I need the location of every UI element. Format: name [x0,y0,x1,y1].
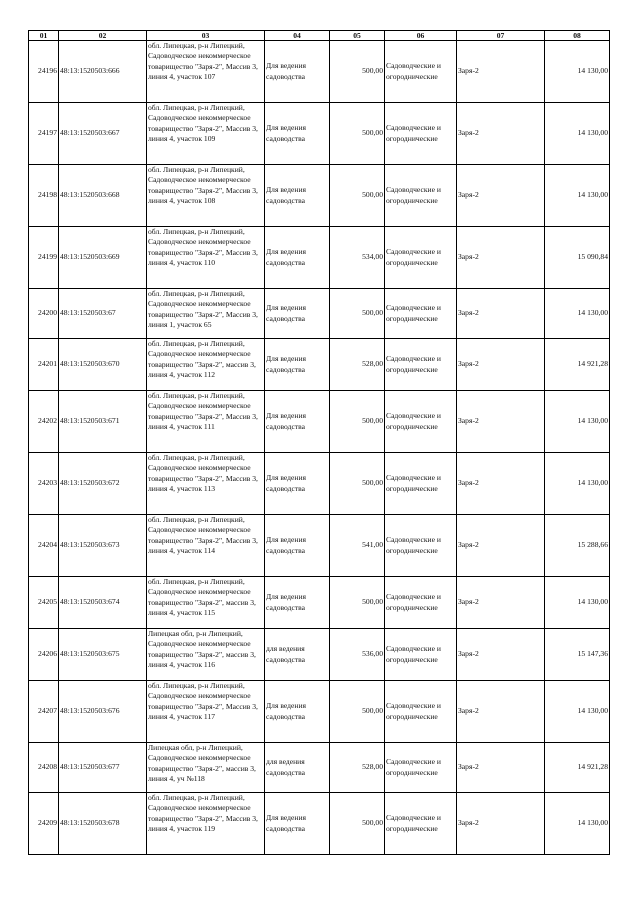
permitted-use-cell [265,577,330,629]
table-row [29,289,610,339]
location: Заря-2 [458,818,479,828]
address-cell [147,227,265,289]
cadastral-value: 14 130,00 [577,478,608,488]
row-number-cell [29,103,59,165]
land-category: Садоводческие и огороднические [386,61,441,81]
cadastral-value-cell [545,453,610,515]
location: Заря-2 [458,540,479,550]
cadastral-number-cell [59,793,147,855]
land-category-cell [385,629,457,681]
area-cell [330,165,385,227]
land-category: Садоводческие и огороднические [386,185,441,205]
cadastral-value: 14 130,00 [577,597,608,607]
row-number: 24205 [38,597,57,607]
address-cell [147,41,265,103]
cadastral-value: 15 288,66 [577,540,608,550]
land-category-cell [385,391,457,453]
cadastral-number: 48:13:1520503:67 [60,308,116,318]
area: 500,00 [362,128,383,138]
row-number-cell [29,41,59,103]
cadastral-number: 48:13:1520503:677 [60,762,120,772]
land-category: Садоводческие и огороднические [386,303,441,323]
land-category-cell [385,743,457,793]
address-cell [147,629,265,681]
address: обл. Липецкая, р-н Липецкий, Садоводческое некоммерческое товарищество "Заря-2", Массив 3, линия 4, участок 114 [148,515,258,556]
land-category-cell [385,577,457,629]
address: обл. Липецкая, р-н Липецкий, Садоводческое некоммерческое товарищество "Заря-2", Массив 3, линия 1, участок 65 [148,289,258,330]
cadastral-value: 14 130,00 [577,818,608,828]
address-cell [147,103,265,165]
row-number: 24198 [38,190,57,200]
row-number: 24201 [38,359,57,369]
permitted-use: Для ведения садоводства [266,592,307,612]
table-row [29,227,610,289]
location-cell [457,165,545,227]
address-cell [147,165,265,227]
land-category: Садоводческие и огороднические [386,473,441,493]
area: 500,00 [362,478,383,488]
permitted-use-cell [265,339,330,391]
cadastral-number-cell [59,391,147,453]
address: обл. Липецкая, р-н Липецкий, Садоводческое некоммерческое товарищество "Заря-2", Массив 3, линия 4, участок 111 [148,391,258,432]
address: обл. Липецкая, р-н Липецкий, Садоводческое некоммерческое товарищество "Заря-2", Массив 3, линия 4, участок 109 [148,103,258,144]
column-header: 02 [59,31,147,41]
cadastral-number: 48:13:1520503:678 [60,818,120,828]
area: 500,00 [362,597,383,607]
permitted-use: Для ведения садоводства [266,123,307,143]
land-category-cell [385,681,457,743]
cadastral-value: 14 130,00 [577,416,608,426]
land-category: Садоводческие и огороднические [386,757,441,777]
location: Заря-2 [458,706,479,716]
address: обл. Липецкая, р-н Липецкий, Садоводческое некоммерческое товарищество "Заря-2", массив 3, линия 4, участок 115 [148,577,256,618]
cadastral-number: 48:13:1520503:676 [60,706,120,716]
area-cell [330,41,385,103]
land-category-cell [385,453,457,515]
address-cell [147,515,265,577]
cadastral-number: 48:13:1520503:668 [60,190,120,200]
column-header: 07 [457,31,545,41]
area-cell [330,227,385,289]
table-row [29,629,610,681]
address-cell [147,577,265,629]
column-header: 08 [545,31,610,41]
table-row [29,339,610,391]
address-cell [147,681,265,743]
location-cell [457,103,545,165]
cadastral-value-cell [545,289,610,339]
location-cell [457,793,545,855]
permitted-use-cell [265,103,330,165]
row-number-cell [29,577,59,629]
address-cell [147,743,265,793]
row-number-cell [29,165,59,227]
cadastral-number-cell [59,41,147,103]
address-cell [147,289,265,339]
area: 500,00 [362,308,383,318]
address: Липецкая обл, р-н Липецкий, Садоводческое некоммерческое товарищество "Заря-2", массив 3, линия 4, уч №118 [148,743,256,784]
land-registry-table [28,30,610,855]
area: 534,00 [362,252,383,262]
address: обл. Липецкая, р-н Липецкий, Садоводческое некоммерческое товарищество "Заря-2", Массив 3, линия 4, участок 117 [148,681,258,722]
location-cell [457,453,545,515]
cadastral-number-cell [59,453,147,515]
area-cell [330,289,385,339]
location: Заря-2 [458,597,479,607]
cadastral-value-cell [545,515,610,577]
permitted-use: Для ведения садоводства [266,535,307,555]
row-number: 24209 [38,818,57,828]
location-cell [457,339,545,391]
area-cell [330,681,385,743]
permitted-use: Для ведения садоводства [266,247,307,267]
land-category-cell [385,289,457,339]
row-number: 24199 [38,252,57,262]
cadastral-value: 14 130,00 [577,706,608,716]
cadastral-value: 14 130,00 [577,190,608,200]
permitted-use-cell [265,391,330,453]
row-number-cell [29,453,59,515]
land-category-cell [385,103,457,165]
cadastral-number: 48:13:1520503:669 [60,252,120,262]
location: Заря-2 [458,308,479,318]
column-header: 01 [29,31,59,41]
permitted-use-cell [265,793,330,855]
land-category-cell [385,227,457,289]
area-cell [330,391,385,453]
table-row [29,391,610,453]
area: 541,00 [362,540,383,550]
row-number: 24206 [38,649,57,659]
land-category: Садоводческие и огороднические [386,354,441,374]
cadastral-number-cell [59,339,147,391]
cadastral-number: 48:13:1520503:670 [60,359,120,369]
cadastral-number-cell [59,577,147,629]
area: 528,00 [362,359,383,369]
permitted-use-cell [265,453,330,515]
land-category-cell [385,41,457,103]
cadastral-number: 48:13:1520503:667 [60,128,120,138]
table-row [29,165,610,227]
row-number-cell [29,793,59,855]
location: Заря-2 [458,359,479,369]
row-number: 24197 [38,128,57,138]
land-category-cell [385,339,457,391]
area: 500,00 [362,416,383,426]
permitted-use: Для ведения садоводства [266,411,307,431]
cadastral-number-cell [59,681,147,743]
cadastral-value: 15 090,84 [577,252,608,262]
location-cell [457,629,545,681]
permitted-use-cell [265,41,330,103]
area: 500,00 [362,706,383,716]
address: обл. Липецкая, р-н Липецкий, Садоводческое некоммерческое товарищество "Заря-2", массив 3, линия 4, участок 112 [148,339,256,380]
cadastral-number-cell [59,227,147,289]
address: Липецкая обл, р-н Липецкий, Садоводческое некоммерческое товарищество "Заря-2", массив 3, линия 4, участок 116 [148,629,256,670]
header-row [29,31,610,41]
permitted-use-cell [265,743,330,793]
cadastral-number: 48:13:1520503:666 [60,66,120,76]
location: Заря-2 [458,128,479,138]
permitted-use: Для ведения садоводства [266,701,307,721]
area-cell [330,453,385,515]
cadastral-number-cell [59,743,147,793]
land-category: Садоводческие и огороднические [386,644,441,664]
location-cell [457,743,545,793]
row-number-cell [29,289,59,339]
row-number: 24207 [38,706,57,716]
area: 500,00 [362,66,383,76]
address: обл. Липецкая, р-н Липецкий, Садоводческое некоммерческое товарищество "Заря-2", Массив 3, линия 4, участок 113 [148,453,258,494]
row-number: 24200 [38,308,57,318]
location: Заря-2 [458,649,479,659]
column-header: 04 [265,31,330,41]
cadastral-value: 14 130,00 [577,308,608,318]
permitted-use-cell [265,681,330,743]
column-header: 03 [147,31,265,41]
cadastral-value-cell [545,743,610,793]
row-number: 24208 [38,762,57,772]
address-cell [147,453,265,515]
area-cell [330,103,385,165]
area-cell [330,793,385,855]
permitted-use-cell [265,227,330,289]
cadastral-number: 48:13:1520503:674 [60,597,120,607]
cadastral-value-cell [545,165,610,227]
cadastral-number: 48:13:1520503:675 [60,649,120,659]
cadastral-value-cell [545,41,610,103]
location: Заря-2 [458,190,479,200]
location-cell [457,391,545,453]
cadastral-value-cell [545,227,610,289]
location-cell [457,289,545,339]
cadastral-number: 48:13:1520503:671 [60,416,120,426]
land-category: Садоводческие и огороднические [386,247,441,267]
cadastral-number-cell [59,629,147,681]
permitted-use: Для ведения садоводства [266,185,307,205]
land-category: Садоводческие и огороднические [386,123,441,143]
table-row [29,577,610,629]
cadastral-value-cell [545,793,610,855]
land-category: Садоводческие и огороднические [386,535,441,555]
area-cell [330,577,385,629]
cadastral-value-cell [545,391,610,453]
area: 500,00 [362,818,383,828]
permitted-use-cell [265,629,330,681]
cadastral-number: 48:13:1520503:673 [60,540,120,550]
row-number: 24204 [38,540,57,550]
permitted-use: для ведения садоводства [266,757,306,777]
cadastral-number-cell [59,515,147,577]
land-category: Садоводческие и огороднические [386,411,441,431]
location-cell [457,227,545,289]
row-number: 24202 [38,416,57,426]
permitted-use: Для ведения садоводства [266,473,307,493]
permitted-use: Для ведения садоводства [266,354,307,374]
cadastral-value-cell [545,629,610,681]
permitted-use: для ведения садоводства [266,644,306,664]
address-cell [147,793,265,855]
permitted-use-cell [265,515,330,577]
location: Заря-2 [458,416,479,426]
row-number-cell [29,681,59,743]
cadastral-value: 14 130,00 [577,128,608,138]
cadastral-value: 15 147,36 [577,649,608,659]
location-cell [457,41,545,103]
address: обл. Липецкая, р-н Липецкий, Садоводческое некоммерческое товарищество "Заря-2", Массив 3, линия 4, участок 107 [148,41,258,82]
cadastral-value: 14 921,28 [577,359,608,369]
row-number-cell [29,515,59,577]
land-category-cell [385,515,457,577]
address-cell [147,391,265,453]
cadastral-value: 14 921,28 [577,762,608,772]
address: обл. Липецкая, р-н Липецкий, Садоводческое некоммерческое товарищество "Заря-2", Массив 3, линия 4, участок 119 [148,793,258,834]
row-number-cell [29,227,59,289]
area-cell [330,339,385,391]
table-row [29,41,610,103]
column-header: 06 [385,31,457,41]
area: 536,00 [362,649,383,659]
cadastral-value-cell [545,681,610,743]
table-row [29,453,610,515]
cadastral-value-cell [545,577,610,629]
area-cell [330,629,385,681]
land-category: Садоводческие и огороднические [386,592,441,612]
location-cell [457,515,545,577]
location-cell [457,577,545,629]
permitted-use: Для ведения садоводства [266,303,307,323]
location: Заря-2 [458,762,479,772]
row-number-cell [29,339,59,391]
permitted-use: Для ведения садоводства [266,61,307,81]
land-category-cell [385,165,457,227]
area: 528,00 [362,762,383,772]
row-number-cell [29,743,59,793]
table-row [29,681,610,743]
cadastral-number: 48:13:1520503:672 [60,478,120,488]
address: обл. Липецкая, р-н Липецкий, Садоводческое некоммерческое товарищество "Заря-2", Массив 3, линия 4, участок 110 [148,227,258,268]
area-cell [330,515,385,577]
location: Заря-2 [458,66,479,76]
row-number-cell [29,391,59,453]
row-number: 24203 [38,478,57,488]
table-row [29,743,610,793]
location-cell [457,681,545,743]
address: обл. Липецкая, р-н Липецкий, Садоводческое некоммерческое товарищество "Заря-2", Массив 3, линия 4, участок 108 [148,165,258,206]
land-category-cell [385,793,457,855]
row-number-cell [29,629,59,681]
land-category: Садоводческие и огороднические [386,701,441,721]
table-row [29,515,610,577]
cadastral-value-cell [545,103,610,165]
permitted-use: Для ведения садоводства [266,813,307,833]
area-cell [330,743,385,793]
cadastral-number-cell [59,165,147,227]
column-header: 05 [330,31,385,41]
permitted-use-cell [265,289,330,339]
land-category: Садоводческие и огороднические [386,813,441,833]
table-row [29,793,610,855]
table-row [29,103,610,165]
location: Заря-2 [458,252,479,262]
row-number: 24196 [38,66,57,76]
cadastral-value: 14 130,00 [577,66,608,76]
area: 500,00 [362,190,383,200]
location: Заря-2 [458,478,479,488]
address-cell [147,339,265,391]
cadastral-number-cell [59,103,147,165]
permitted-use-cell [265,165,330,227]
cadastral-value-cell [545,339,610,391]
cadastral-number-cell [59,289,147,339]
